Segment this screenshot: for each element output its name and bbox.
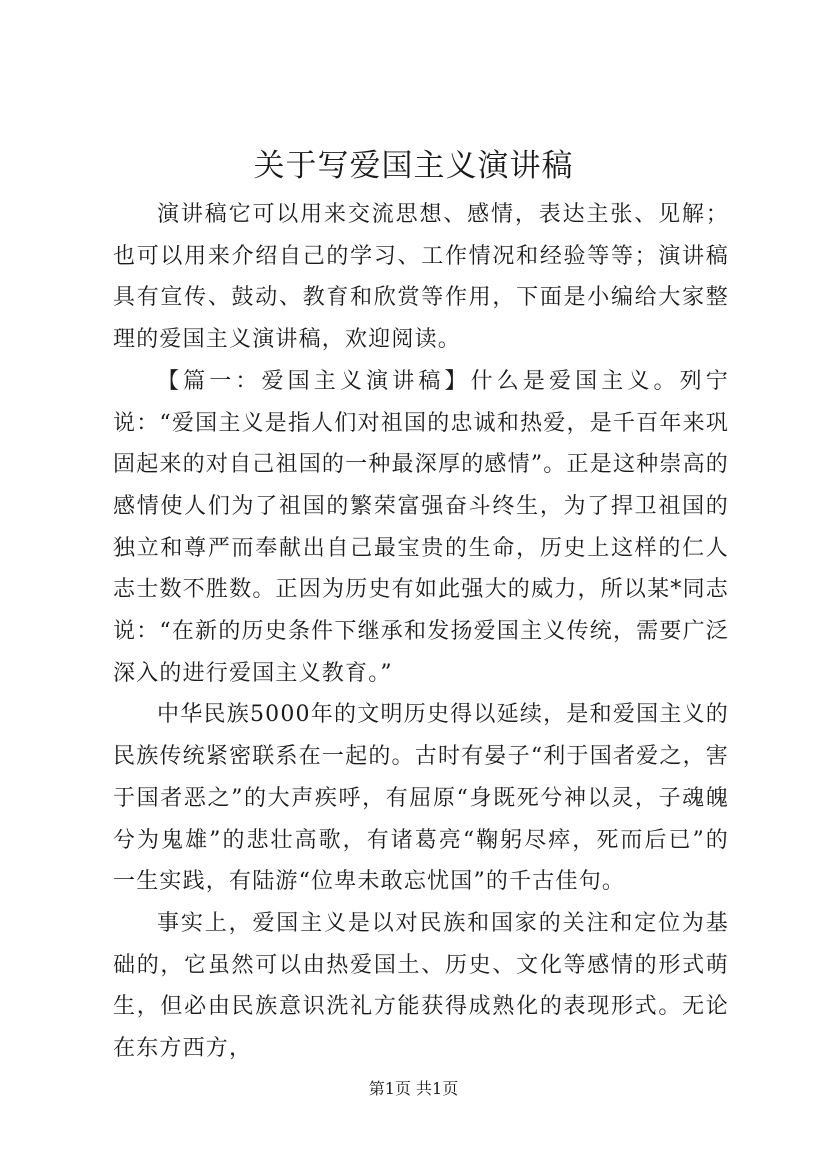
page-footer: 第1页 共1页 bbox=[368, 1079, 459, 1098]
paragraph-intro: 演讲稿它可以用来交流思想、感情，表达主张、见解；也可以用来介绍自己的学习、工作情况和经验等等；演讲稿具有宣传、鼓动、教育和欣赏等作用，下面是小编给大家整理的爱国主义演讲稿，欢迎阅读。 bbox=[113, 202, 729, 353]
paragraph-section-one: 【篇一：爱国主义演讲稿】什么是爱国主义。列宁说：“爱国主义是指人们对祖国的忠诚和热爱，是千百年来巩固起来的对自己祖国的一种最深厚的感情”。正是这种崇高的感情使人们为了祖国的繁荣富强奋斗终生，为了捍卫祖国的独立和尊严而奉献出自己最宝贵的生命，历史上这样的仁人志士数不胜数。正因为历史有如此强大的威力，所以某*同志说：“在新的历史条件下继承和发扬爱国主义传统，需要广泛深入的进行爱国主义教育。” bbox=[113, 368, 729, 686]
document-title: 关于写爱国主义演讲稿 bbox=[253, 148, 574, 184]
paragraph-fact: 事实上，爱国主义是以对民族和国家的关注和定位为基础的，它虽然可以由热爱国土、历史、文化等感情的形式萌生，但必由民族意识洗礼方能获得成熟化的表现形式。无论在东方西方， bbox=[113, 910, 729, 1062]
document-body bbox=[113, 194, 729, 1070]
paragraph-history: 中华民族5000年的文明历史得以延续，是和爱国主义的民族传统紧密联系在一起的。古时有晏子“利于国者爱之，害于国者恶之”的大声疾呼，有屈原“身既死兮神以灵，子魂魄兮为鬼雄”的悲壮高歌，有诸葛亮“鞠躬尽瘁，死而后已”的一生实践，有陆游“位卑未敢忘忧国”的千古佳句。 bbox=[113, 702, 729, 895]
